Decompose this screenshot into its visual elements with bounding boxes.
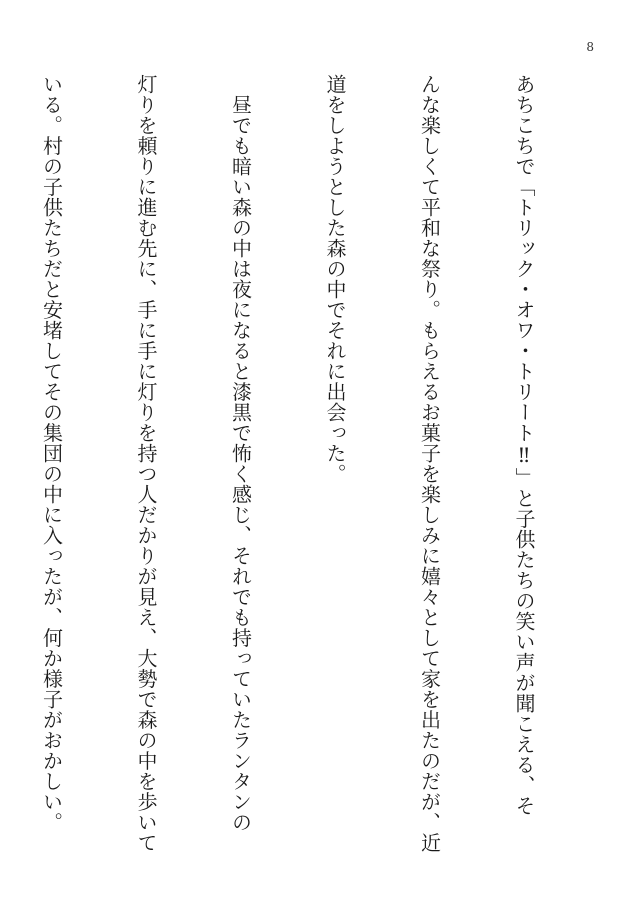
page-number: 8 bbox=[586, 40, 594, 54]
text-line: あちこちで「トリック・オワ・トリート‼」と子供たちの笑い声が聞こえる、そ bbox=[512, 74, 536, 816]
text-line: いる。村の子供たちだと安堵してその集団の中に入ったが、何か様子がおかしい。 bbox=[39, 74, 64, 833]
text-line: 昼でも暗い森の中は夜になると漆黒で怖く感じ、それでも持っていたランタンの bbox=[228, 74, 253, 833]
body-text bbox=[39, 74, 602, 853]
text-line: 道をしようとした森の中でそれに出会った。 bbox=[323, 74, 347, 484]
text-line: んな楽しくて平和な祭り。もらえるお菓子を楽しみに嬉々として家を出たのだが、近 bbox=[417, 74, 442, 853]
text-line: 灯りを頼りに進む先に、手に手に灯りを持つ人だかりが見え、大勢で森の中を歩いて bbox=[134, 74, 158, 853]
